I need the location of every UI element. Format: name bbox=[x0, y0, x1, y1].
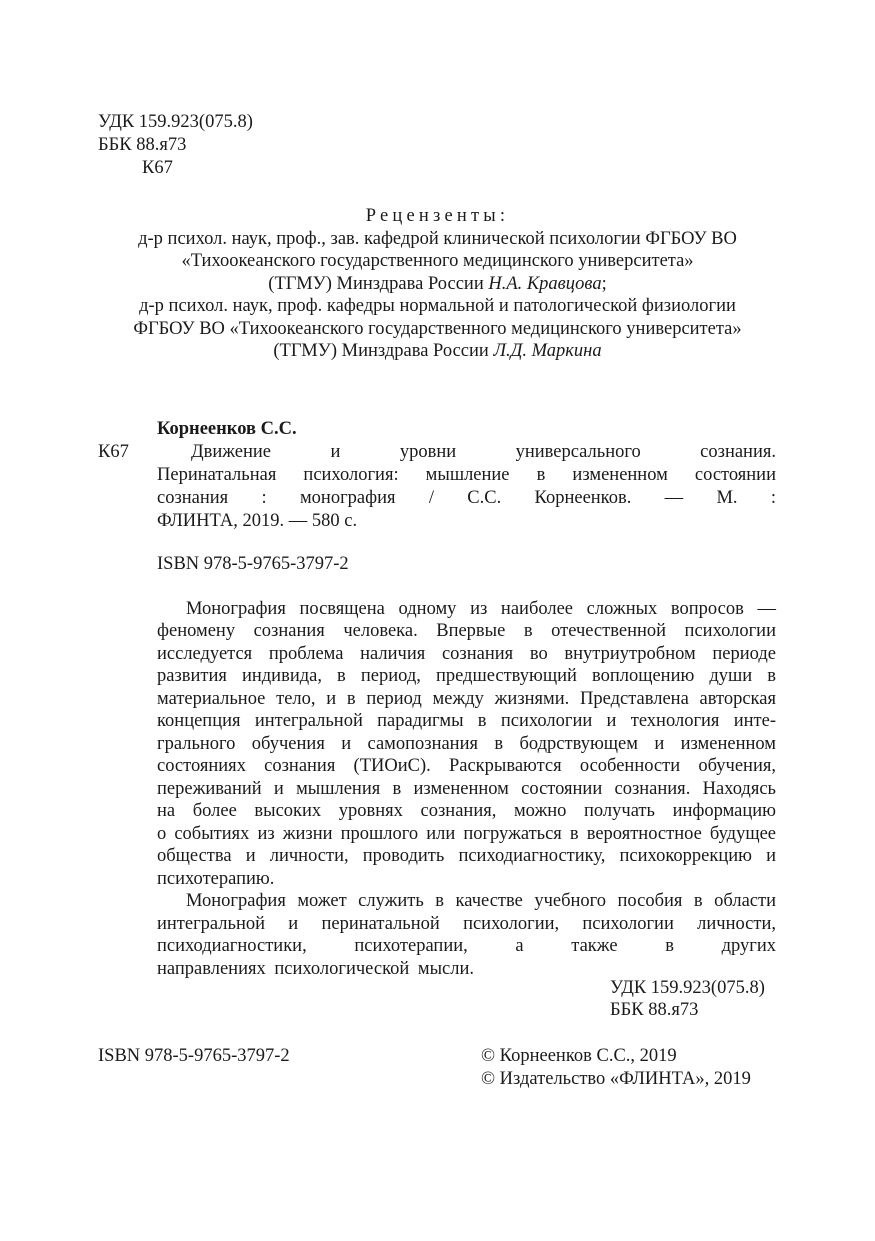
abstract-line: состояниях сознания (ТИОиС). Раскрываются особенности обучения, bbox=[157, 756, 776, 776]
abstract-line: концепция интегральной парадигмы в психологии и технология инте- bbox=[157, 711, 776, 731]
reviewers-title: Рецензенты: bbox=[365, 206, 510, 226]
reviewer-line-3: (ТГМУ) Минздрава России Н.А. Кравцова; bbox=[268, 274, 607, 294]
book-title-line-2: Перинатальная психология: мышление в измененном состоянии bbox=[157, 465, 776, 485]
abstract-line: переживаний и мышления в измененном состоянии сознания. Находясь bbox=[157, 779, 776, 799]
copyright-publisher: © Издательство «ФЛИНТА», 2019 bbox=[481, 1069, 751, 1089]
book-publisher-line: ФЛИНТА, 2019. — 580 с. bbox=[157, 511, 358, 531]
abstract-line: исследуется проблема наличия сознания во внутриутробном периоде bbox=[157, 644, 776, 664]
reviewer-name-2: Л.Д. Маркина bbox=[493, 341, 602, 361]
abstract-line: психотерапию. bbox=[157, 869, 275, 889]
author-code: К67 bbox=[98, 442, 129, 462]
udk-classification: УДК 159.923(075.8) bbox=[610, 978, 765, 998]
reviewer-line-4: д-р психол. наук, проф. кафедры нормальной и патологической физиологии bbox=[139, 296, 736, 316]
abstract-line: материальное тело, и в период между жизнями. Представлена авторская bbox=[157, 689, 776, 709]
abstract-line: психодиагностики, психотерапии, а также в других bbox=[157, 936, 776, 956]
abstract-line: интегральной и перинатальной психологии, психологии личности, bbox=[157, 914, 776, 934]
book-author: Корнеенков С.С. bbox=[157, 419, 297, 439]
reviewer-line-5: ФГБОУ ВО «Тихоокеанского государственного медицинского университета» bbox=[133, 319, 742, 339]
copyright-author: © Корнеенков С.С., 2019 bbox=[481, 1046, 677, 1066]
abstract-line: феномену сознания человека. Впервые в отечественной психологии bbox=[157, 621, 776, 641]
author-code-header: К67 bbox=[142, 158, 173, 178]
reviewer-line-2: «Тихоокеанского государственного медицинского университета» bbox=[181, 251, 694, 271]
abstract-line: развития индивида, в период, предшествующий воплощению души в bbox=[157, 666, 776, 686]
reviewer-line-6: (ТГМУ) Минздрава России Л.Д. Маркина bbox=[273, 341, 602, 361]
book-title-line-1: Движение и уровни универсального сознания. bbox=[191, 442, 776, 462]
abstract-line: направлениях психологической мысли. bbox=[157, 959, 474, 979]
abstract-line: Монография может служить в качестве учебного пособия в области bbox=[186, 891, 776, 911]
reviewer-name-1: Н.А. Кравцова bbox=[488, 274, 602, 294]
abstract-line: о событиях из жизни прошлого или погружаться в вероятностное будущее bbox=[157, 824, 776, 844]
udk-header: УДК 159.923(075.8) bbox=[98, 112, 253, 132]
footer-isbn: ISBN 978-5-9765-3797-2 bbox=[98, 1046, 290, 1066]
abstract-line: грального обучения и самопознания в бодрствующем и измененном bbox=[157, 734, 776, 754]
reviewer-line-1: д-р психол. наук, проф., зав. кафедрой клинической психологии ФГБОУ ВО bbox=[138, 229, 737, 249]
abstract-line: на более высоких уровнях сознания, можно получать информацию bbox=[157, 801, 776, 821]
book-isbn: ISBN 978-5-9765-3797-2 bbox=[157, 554, 349, 574]
bbk-header: ББК 88.я73 bbox=[98, 135, 187, 155]
book-title-line-3: сознания : монография / С.С. Корнеенков. — М. : bbox=[157, 488, 776, 508]
bbk-classification: ББК 88.я73 bbox=[610, 1000, 699, 1020]
abstract-line: общества и личности, проводить психодиагностику, психокоррекцию и bbox=[157, 846, 776, 866]
abstract-line: Монография посвящена одному из наиболее сложных вопросов — bbox=[186, 599, 776, 619]
